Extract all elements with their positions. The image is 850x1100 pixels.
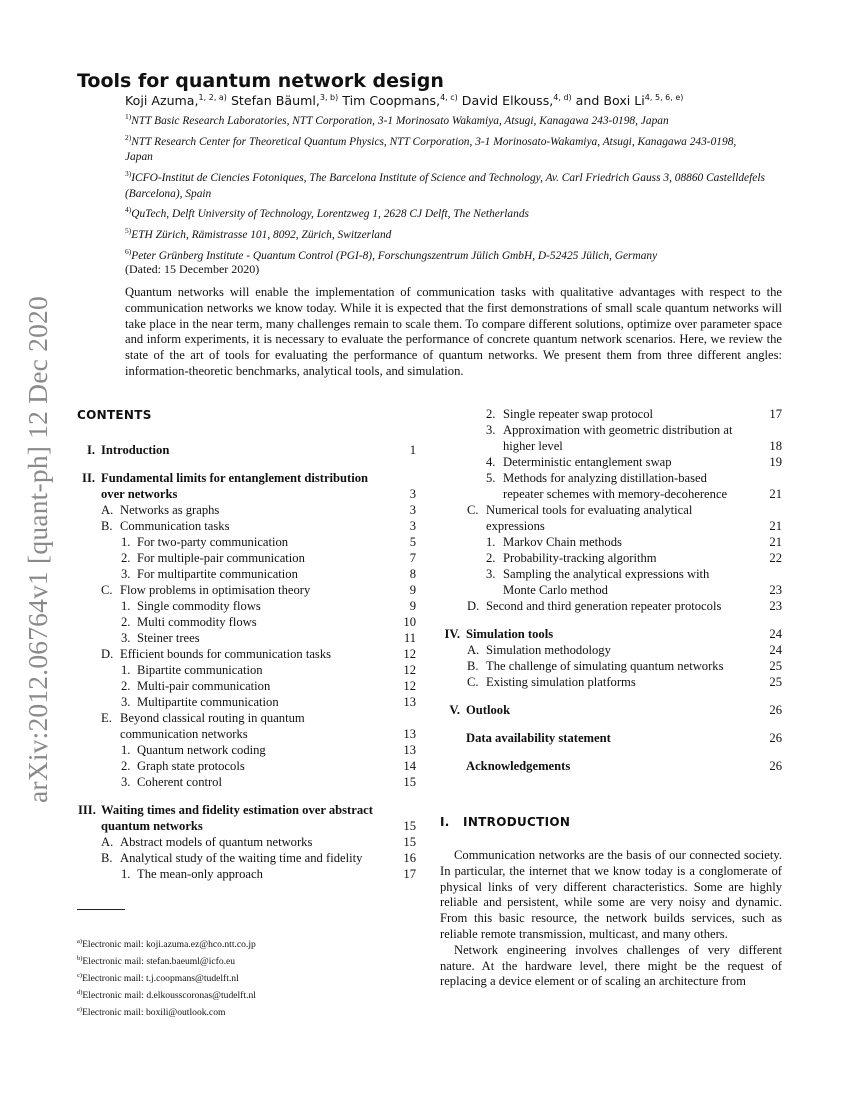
toc-entry-title[interactable]: Single repeater swap protocol — [503, 407, 654, 421]
paper-title: Tools for quantum network design — [77, 70, 444, 92]
toc-entry-number: 1. — [121, 535, 131, 549]
toc-entry-number: C. — [467, 503, 479, 517]
toc-entry-title[interactable]: Methods for analyzing distillation-based — [503, 471, 707, 485]
toc-entry-title[interactable]: Probability-tracking algorithm — [503, 551, 657, 565]
toc-entry-page: 16 — [403, 851, 416, 865]
toc-entry-number: 1. — [121, 663, 131, 677]
toc-entry-title[interactable]: Analytical study of the waiting time and fidelity — [120, 851, 363, 865]
toc-entry-page: 26 — [769, 731, 782, 745]
affiliation-text: ICFO-Institut de Ciencies Fotoniques, The Barcelona Institute of Science and Technology, Av. Carl Friedrich Gauss 3, 08860 Castelldefels (Barcelona), Spain — [125, 171, 765, 200]
toc-entry-number: B. — [101, 519, 113, 533]
toc-entry-number: 1. — [121, 599, 131, 613]
toc-entry-page: 5 — [409, 535, 416, 549]
toc-entry-title[interactable]: Simulation methodology — [486, 643, 611, 657]
toc-entry-title[interactable]: Acknowledgements — [466, 759, 571, 773]
intro-body — [440, 848, 782, 990]
toc-entry-title[interactable]: Multipartite communication — [137, 695, 279, 709]
toc-entry-page: 21 — [769, 487, 782, 501]
toc-entry-title[interactable]: Approximation with geometric distribution at — [503, 423, 733, 437]
toc-entry-number: 1. — [486, 535, 496, 549]
affiliation-text: ETH Zürich, Rämistrasse 101, 8092, Zürich, Switzerland — [131, 228, 392, 241]
toc-entry-title[interactable]: repeater schemes with memory-decoherence — [503, 487, 728, 501]
author-name: and Boxi Li — [575, 93, 645, 109]
affiliation-sup: 4) — [125, 205, 132, 215]
affiliation-sup: 3) — [125, 168, 132, 178]
toc-entry-page: 1 — [409, 443, 416, 457]
toc-entry-page: 12 — [403, 647, 416, 661]
toc-entry-title[interactable]: The mean-only approach — [137, 867, 263, 881]
affiliation-text: Peter Grünberg Institute - Quantum Control (PGI-8), Forschungszentrum Jülich GmbH, D-52425 Jülich, Germany — [131, 249, 658, 262]
toc-entry-title[interactable]: Graph state protocols — [137, 759, 245, 773]
toc-entry-page: 13 — [403, 727, 416, 741]
toc-entry-page: 13 — [403, 695, 416, 709]
toc-entry-page: 13 — [403, 743, 416, 757]
toc-entry-number: IV. — [444, 627, 460, 641]
toc-entry-title[interactable]: expressions — [486, 519, 545, 533]
footnotes — [77, 935, 256, 1020]
author-sup: 3, b) — [319, 93, 339, 102]
toc-entry-number: D. — [467, 599, 480, 613]
footnote-text: Electronic mail: boxili@outlook.com — [82, 1007, 226, 1019]
toc-entry-title[interactable]: Abstract models of quantum networks — [120, 835, 313, 849]
toc-entry-page: 21 — [769, 519, 782, 533]
affiliation-text: QuTech, Delft University of Technology, Lorentzweg 1, 2628 CJ Delft, The Netherlands — [131, 208, 529, 221]
toc-entry-number: I. — [86, 443, 95, 457]
toc-entry-title[interactable]: Quantum network coding — [137, 743, 266, 757]
affiliation-sup: 6) — [125, 246, 132, 256]
footnote — [77, 952, 256, 969]
footnote — [77, 986, 256, 1003]
toc-entry-page: 3 — [409, 503, 416, 517]
toc-entry-page: 15 — [403, 835, 416, 849]
intro-heading: I. INTRODUCTION — [440, 815, 571, 829]
toc-entry-title[interactable]: Bipartite communication — [137, 663, 263, 677]
toc-entry-number: 1. — [121, 743, 131, 757]
affiliation-sup: 1) — [125, 112, 132, 121]
toc-entry-page: 25 — [769, 659, 782, 673]
toc-entry-page: 11 — [403, 631, 416, 645]
footnote-sup: d) — [77, 988, 83, 996]
toc-entry-number: B. — [467, 659, 479, 673]
toc-entry-title[interactable]: For multipartite communication — [137, 567, 298, 581]
toc-entry-title[interactable]: Monte Carlo method — [503, 583, 608, 597]
toc-entry-number: E. — [101, 711, 112, 725]
footnote-text: Electronic mail: koji.azuma.ez@hco.ntt.co.jp — [82, 939, 256, 951]
toc-entry-title[interactable]: Networks as graphs — [120, 503, 220, 517]
toc-entry-number: A. — [101, 835, 114, 849]
toc-entry-number: 4. — [486, 455, 496, 469]
toc-entry-title[interactable]: communication networks — [120, 727, 248, 741]
toc-entry-number: II. — [82, 471, 95, 485]
footnote-sup: a) — [77, 938, 83, 945]
toc-entry-title[interactable]: Existing simulation platforms — [486, 675, 636, 689]
toc-entry-title[interactable]: Multi-pair communication — [137, 679, 271, 693]
toc-entry-page: 12 — [403, 663, 416, 677]
toc-entry-number: 1. — [121, 867, 131, 881]
toc-entry-number: 2. — [486, 551, 496, 565]
toc-entry-number: 3. — [121, 695, 131, 709]
toc-entry-title[interactable]: Efficient bounds for communication tasks — [120, 647, 332, 661]
toc-entry-title[interactable]: Markov Chain methods — [503, 535, 622, 549]
toc-entry-title[interactable]: The challenge of simulating quantum networks — [486, 659, 724, 673]
toc-entry-number: 2. — [121, 759, 131, 773]
toc-entry-title[interactable]: Steiner trees — [137, 631, 200, 645]
toc-entry-title[interactable]: Coherent control — [137, 775, 222, 789]
dated-line: (Dated: 15 December 2020) — [125, 262, 260, 276]
toc-entry-title[interactable]: Multi commodity flows — [137, 615, 257, 629]
toc-entry-number: 5. — [486, 471, 496, 485]
toc-entry-number: A. — [101, 503, 114, 517]
toc-entry-page: 25 — [769, 675, 782, 689]
toc-entry-title[interactable]: Introduction — [101, 443, 170, 457]
toc-entry-number: 3. — [121, 567, 131, 581]
footnote-rule — [77, 909, 125, 910]
intro-paragraph: Communication networks are the basis of our connected society. In particular, the internet that we know today is a conglomerate of physical links of very different characteristics. Some are highly reliable and persistent, while some are very noisy and dynamic. From this basic resource, the network builds services, such as reliable remote transmission, multicast, and many others. — [440, 848, 782, 941]
toc-entry-title[interactable]: Fundamental limits for entanglement distribution — [101, 471, 369, 485]
toc-entry-title[interactable]: Second and third generation repeater protocols — [486, 599, 722, 613]
toc-entry-page: 9 — [409, 599, 416, 613]
footnote — [77, 935, 256, 952]
toc-entry-page: 17 — [403, 867, 416, 881]
toc-entry-title[interactable]: Deterministic entanglement swap — [503, 455, 672, 469]
author-sup: 4, 5, 6, e) — [644, 93, 684, 102]
toc-entry-title[interactable]: Simulation tools — [466, 627, 554, 641]
toc-entry-page: 3 — [409, 487, 416, 501]
abstract: Quantum networks will enable the implementation of communication tasks with qualitative advantages with respect to the communication networks we know today. While it is expected that the first demonstrations of small scale quantum networks will take place in the near term, many challenges remain to scale them. To compare different solutions, optimize over parameter space and inform experiments, it is necessary to evaluate the performance of concrete quantum network scenarios. Here, we review the state of the art of tools for evaluating the performance of quantum networks. We present them from three different angles: information-theoretic benchmarks, analytical tools, and simulation. — [125, 285, 782, 378]
affiliation-text: NTT Basic Research Laboratories, NTT Corporation, 3-1 Morinosato Wakamiya, Atsugi, Kanagawa 243-0198, Japan — [131, 114, 669, 127]
toc-entry-number: 2. — [121, 615, 131, 629]
toc-entry-title[interactable]: Numerical tools for evaluating analytical — [486, 503, 693, 517]
toc-entry-title[interactable]: Outlook — [466, 703, 511, 717]
toc-entry-page: 7 — [409, 551, 416, 565]
toc-entry-title[interactable]: Flow problems in optimisation theory — [120, 583, 311, 597]
toc-entry-page: 18 — [769, 439, 782, 453]
toc-entry-number: D. — [101, 647, 114, 661]
toc-entry-page: 21 — [769, 535, 782, 549]
toc-entry-page: 23 — [769, 599, 782, 613]
footnote — [77, 969, 256, 986]
toc-entry-page: 26 — [769, 703, 782, 717]
toc-entry-page: 24 — [769, 627, 782, 641]
toc-entry-page: 8 — [409, 567, 416, 581]
author-sup: 4, d) — [553, 93, 572, 102]
toc-entry-page: 12 — [403, 679, 416, 693]
toc-entry-number: 3. — [121, 775, 131, 789]
toc-entry-page: 10 — [403, 615, 416, 629]
footnote-text: Electronic mail: d.elkousscoronas@tudelft.nl — [82, 990, 256, 1002]
affiliation-sup: 5) — [125, 225, 132, 235]
author-sup: 4, c) — [440, 93, 458, 102]
toc-entry-title[interactable]: Sampling the analytical expressions with — [503, 567, 710, 581]
toc-entry-page: 14 — [403, 759, 416, 773]
toc-entry-number: A. — [467, 643, 480, 657]
toc-entry-title[interactable]: Single commodity flows — [137, 599, 261, 613]
toc-entry-number: 3. — [121, 631, 131, 645]
author-name: David Elkouss, — [461, 93, 554, 109]
author-name: Koji Azuma, — [125, 93, 199, 109]
author-name: Stefan Bäuml, — [230, 93, 320, 109]
affiliation-sup: 2) — [125, 132, 132, 142]
arxiv-side-stamp: arXiv:2012.06764v1 [quant-ph] 12 Dec 2020 — [22, 296, 53, 803]
toc-entry-title[interactable]: higher level — [503, 439, 563, 453]
toc-entry-page: 23 — [769, 583, 782, 597]
toc-entry-number: B. — [101, 851, 113, 865]
author-sup: 1, 2, a) — [198, 93, 227, 102]
toc-entry-number: 3. — [486, 423, 496, 437]
toc-entry-page: 19 — [769, 455, 782, 469]
toc-entry-title[interactable]: Data availability statement — [466, 731, 611, 745]
toc-entry-title[interactable]: For two-party communication — [137, 535, 289, 549]
toc-entry-number: 2. — [121, 551, 131, 565]
toc-entry-title[interactable]: For multiple-pair communication — [137, 551, 305, 565]
toc-entry-title[interactable]: Beyond classical routing in quantum — [120, 711, 305, 725]
footnote-sup: b) — [77, 954, 83, 962]
toc-entry-page: 17 — [769, 407, 782, 421]
toc-entry-title[interactable]: Waiting times and fidelity estimation over abstract — [101, 803, 373, 817]
author-name: Tim Coopmans, — [342, 93, 441, 109]
footnote — [77, 1003, 256, 1020]
toc-entry-number: C. — [101, 583, 113, 597]
affiliation-text: NTT Research Center for Theoretical Quantum Physics, NTT Corporation, 3-1 Morinosato-Wakamiya, Atsugi, Kanagawa 243-0198, Japan — [125, 135, 737, 164]
toc-entry-number: 3. — [486, 567, 496, 581]
toc-entry-page: 15 — [403, 819, 416, 833]
footnote-text: Electronic mail: stefan.baeuml@icfo.eu — [82, 956, 236, 968]
toc-entry-number: 2. — [121, 679, 131, 693]
toc-entry-page: 15 — [403, 775, 416, 789]
toc-entry-number: III. — [78, 803, 96, 817]
toc-entry-page: 24 — [769, 643, 782, 657]
footnote-sup: c) — [77, 971, 83, 979]
toc-entry-title[interactable]: quantum networks — [101, 819, 203, 833]
footnote-sup: e) — [77, 1005, 83, 1013]
toc-entry-number: C. — [467, 675, 479, 689]
toc-entry-page: 9 — [409, 583, 416, 597]
toc-entry-title[interactable]: over networks — [101, 487, 178, 501]
toc-entry-page: 22 — [769, 551, 782, 565]
toc-entry-number: V. — [449, 703, 460, 717]
toc-entry-page: 26 — [769, 759, 782, 773]
toc-entry-title[interactable]: Communication tasks — [120, 519, 230, 533]
toc-entry-number: 2. — [486, 407, 496, 421]
toc-entry-page: 3 — [409, 519, 416, 533]
footnote-text: Electronic mail: t.j.coopmans@tudelft.nl — [82, 973, 239, 985]
intro-paragraph: Network engineering involves challenges of very different nature. At the hardware level, there might be the request of replacing a device element or of scaling an architecture from — [440, 942, 782, 989]
contents-heading: CONTENTS — [77, 408, 152, 422]
